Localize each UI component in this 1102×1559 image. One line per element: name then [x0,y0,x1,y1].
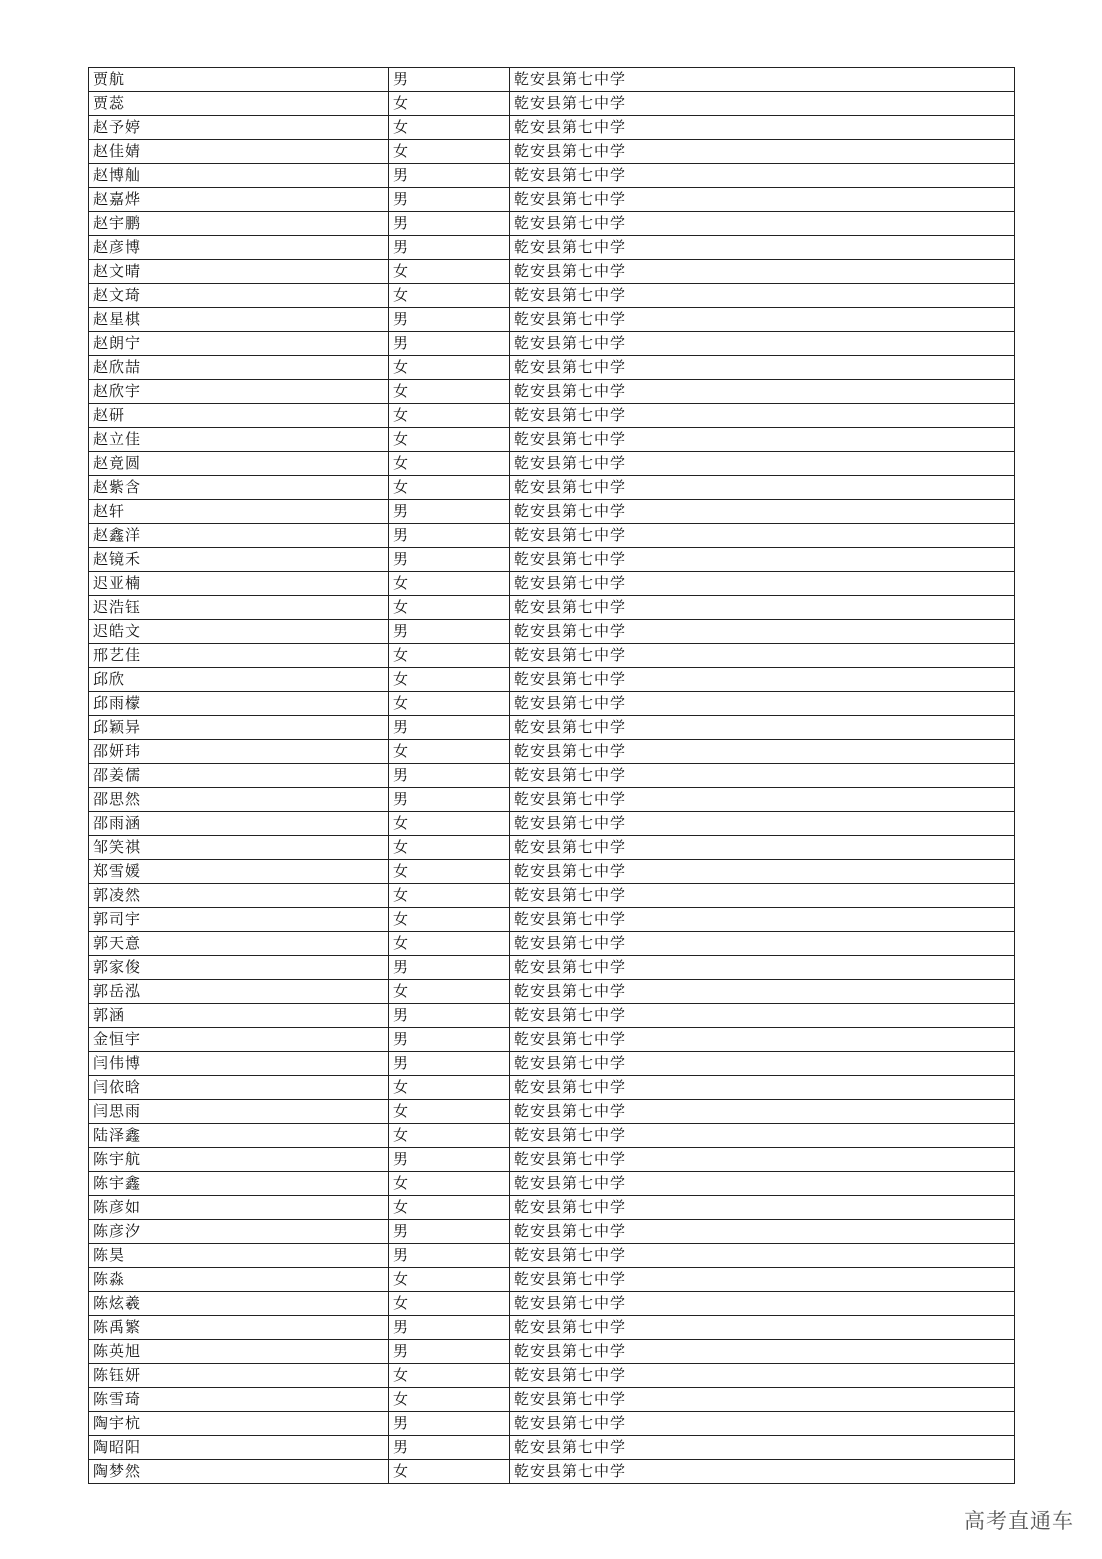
gender-cell: 男 [389,332,510,356]
school-cell: 乾安县第七中学 [510,236,1015,260]
gender-cell: 男 [389,1148,510,1172]
gender-cell: 女 [389,284,510,308]
table-row [89,188,1015,212]
table-row [89,332,1015,356]
school-cell: 乾安县第七中学 [510,452,1015,476]
table-row [89,308,1015,332]
gender-cell: 女 [389,1196,510,1220]
school-cell: 乾安县第七中学 [510,1436,1015,1460]
school-cell: 乾安县第七中学 [510,1316,1015,1340]
school-cell: 乾安县第七中学 [510,740,1015,764]
school-cell: 乾安县第七中学 [510,764,1015,788]
table-row [89,1148,1015,1172]
table-row [89,1004,1015,1028]
school-cell: 乾安县第七中学 [510,1148,1015,1172]
gender-cell: 男 [389,716,510,740]
name-cell: 赵文晴 [89,260,389,284]
table-row [89,1340,1015,1364]
gender-cell: 女 [389,92,510,116]
school-cell: 乾安县第七中学 [510,812,1015,836]
gender-cell: 男 [389,1340,510,1364]
school-cell: 乾安县第七中学 [510,596,1015,620]
school-cell: 乾安县第七中学 [510,1268,1015,1292]
name-cell: 赵竟圆 [89,452,389,476]
name-cell: 邱欣 [89,668,389,692]
gender-cell: 女 [389,1172,510,1196]
name-cell: 郑雪媛 [89,860,389,884]
name-cell: 赵朗宁 [89,332,389,356]
table-row [89,1316,1015,1340]
table-row [89,380,1015,404]
gender-cell: 男 [389,620,510,644]
gender-cell: 男 [389,956,510,980]
gender-cell: 男 [389,1004,510,1028]
table-row [89,116,1015,140]
gender-cell: 男 [389,1220,510,1244]
school-cell: 乾安县第七中学 [510,884,1015,908]
school-cell: 乾安县第七中学 [510,1460,1015,1484]
school-cell: 乾安县第七中学 [510,332,1015,356]
school-cell: 乾安县第七中学 [510,1388,1015,1412]
name-cell: 迟亚楠 [89,572,389,596]
table-row [89,644,1015,668]
gender-cell: 女 [389,932,510,956]
school-cell: 乾安县第七中学 [510,1004,1015,1028]
table-row [89,740,1015,764]
school-cell: 乾安县第七中学 [510,116,1015,140]
table-row [89,788,1015,812]
gender-cell: 女 [389,596,510,620]
name-cell: 迟浩钰 [89,596,389,620]
roster-sheet [88,67,1014,1484]
table-row [89,68,1015,92]
name-cell: 邱颖异 [89,716,389,740]
gender-cell: 女 [389,1388,510,1412]
name-cell: 赵紫含 [89,476,389,500]
school-cell: 乾安县第七中学 [510,68,1015,92]
gender-cell: 男 [389,1244,510,1268]
table-row [89,1172,1015,1196]
name-cell: 赵镜禾 [89,548,389,572]
school-cell: 乾安县第七中学 [510,404,1015,428]
table-row [89,596,1015,620]
name-cell: 金恒宇 [89,1028,389,1052]
school-cell: 乾安县第七中学 [510,1076,1015,1100]
name-cell: 陶梦然 [89,1460,389,1484]
school-cell: 乾安县第七中学 [510,668,1015,692]
table-row [89,212,1015,236]
name-cell: 邵妍玮 [89,740,389,764]
table-row [89,668,1015,692]
name-cell: 赵立佳 [89,428,389,452]
gender-cell: 男 [389,1436,510,1460]
gender-cell: 女 [389,356,510,380]
gender-cell: 男 [389,1028,510,1052]
school-cell: 乾安县第七中学 [510,356,1015,380]
school-cell: 乾安县第七中学 [510,908,1015,932]
table-row [89,860,1015,884]
school-cell: 乾安县第七中学 [510,308,1015,332]
table-row [89,1412,1015,1436]
table-row [89,1124,1015,1148]
table-row [89,932,1015,956]
gender-cell: 男 [389,308,510,332]
name-cell: 邵思然 [89,788,389,812]
table-row [89,92,1015,116]
table-row [89,1244,1015,1268]
school-cell: 乾安县第七中学 [510,92,1015,116]
name-cell: 赵鑫洋 [89,524,389,548]
gender-cell: 男 [389,764,510,788]
name-cell: 陈禹繁 [89,1316,389,1340]
school-cell: 乾安县第七中学 [510,716,1015,740]
gender-cell: 女 [389,1268,510,1292]
school-cell: 乾安县第七中学 [510,380,1015,404]
school-cell: 乾安县第七中学 [510,188,1015,212]
school-cell: 乾安县第七中学 [510,932,1015,956]
school-cell: 乾安县第七中学 [510,572,1015,596]
table-row [89,1268,1015,1292]
table-row [89,980,1015,1004]
gender-cell: 女 [389,1292,510,1316]
name-cell: 赵博舢 [89,164,389,188]
name-cell: 赵文琦 [89,284,389,308]
name-cell: 邱雨檬 [89,692,389,716]
name-cell: 赵欣喆 [89,356,389,380]
school-cell: 乾安县第七中学 [510,692,1015,716]
table-row [89,524,1015,548]
school-cell: 乾安县第七中学 [510,500,1015,524]
school-cell: 乾安县第七中学 [510,284,1015,308]
name-cell: 闫依晗 [89,1076,389,1100]
gender-cell: 女 [389,140,510,164]
gender-cell: 女 [389,860,510,884]
name-cell: 闫思雨 [89,1100,389,1124]
gender-cell: 男 [389,188,510,212]
gender-cell: 女 [389,1100,510,1124]
gender-cell: 女 [389,404,510,428]
gender-cell: 女 [389,668,510,692]
table-row [89,692,1015,716]
table-row [89,884,1015,908]
table-row [89,1196,1015,1220]
name-cell: 陈淼 [89,1268,389,1292]
school-cell: 乾安县第七中学 [510,1412,1015,1436]
table-row [89,836,1015,860]
name-cell: 迟皓文 [89,620,389,644]
gender-cell: 女 [389,836,510,860]
school-cell: 乾安县第七中学 [510,548,1015,572]
name-cell: 陈钰妍 [89,1364,389,1388]
school-cell: 乾安县第七中学 [510,1124,1015,1148]
gender-cell: 男 [389,548,510,572]
name-cell: 陶昭阳 [89,1436,389,1460]
name-cell: 陈雪琦 [89,1388,389,1412]
table-row [89,500,1015,524]
table-row [89,572,1015,596]
gender-cell: 男 [389,212,510,236]
name-cell: 赵研 [89,404,389,428]
gender-cell: 女 [389,1076,510,1100]
table-row [89,476,1015,500]
name-cell: 贾蕊 [89,92,389,116]
table-row [89,1100,1015,1124]
name-cell: 陈炫羲 [89,1292,389,1316]
table-row [89,140,1015,164]
table-row [89,452,1015,476]
name-cell: 邹笑祺 [89,836,389,860]
gender-cell: 男 [389,236,510,260]
student-table-body [89,68,1015,1484]
name-cell: 赵佳婧 [89,140,389,164]
gender-cell: 男 [389,500,510,524]
school-cell: 乾安县第七中学 [510,260,1015,284]
school-cell: 乾安县第七中学 [510,860,1015,884]
school-cell: 乾安县第七中学 [510,980,1015,1004]
table-row [89,1028,1015,1052]
gender-cell: 男 [389,164,510,188]
name-cell: 郭司宇 [89,908,389,932]
school-cell: 乾安县第七中学 [510,788,1015,812]
school-cell: 乾安县第七中学 [510,1364,1015,1388]
name-cell: 郭天意 [89,932,389,956]
name-cell: 陈彦如 [89,1196,389,1220]
table-row [89,548,1015,572]
school-cell: 乾安县第七中学 [510,164,1015,188]
name-cell: 赵彦博 [89,236,389,260]
gender-cell: 男 [389,1052,510,1076]
school-cell: 乾安县第七中学 [510,1100,1015,1124]
table-row [89,428,1015,452]
table-row [89,236,1015,260]
name-cell: 赵星棋 [89,308,389,332]
gender-cell: 女 [389,692,510,716]
gender-cell: 男 [389,68,510,92]
school-cell: 乾安县第七中学 [510,1292,1015,1316]
gender-cell: 女 [389,1124,510,1148]
table-row [89,1460,1015,1484]
name-cell: 陶宇杭 [89,1412,389,1436]
table-row [89,260,1015,284]
gender-cell: 男 [389,1316,510,1340]
name-cell: 赵嘉烨 [89,188,389,212]
school-cell: 乾安县第七中学 [510,1028,1015,1052]
name-cell: 赵欣宇 [89,380,389,404]
gender-cell: 女 [389,452,510,476]
gender-cell: 女 [389,812,510,836]
school-cell: 乾安县第七中学 [510,1220,1015,1244]
gender-cell: 女 [389,884,510,908]
gender-cell: 女 [389,908,510,932]
school-cell: 乾安县第七中学 [510,1052,1015,1076]
gender-cell: 女 [389,260,510,284]
name-cell: 陈宇航 [89,1148,389,1172]
name-cell: 陈英旭 [89,1340,389,1364]
table-row [89,1076,1015,1100]
name-cell: 邵雨涵 [89,812,389,836]
gender-cell: 男 [389,1412,510,1436]
table-row [89,1052,1015,1076]
name-cell: 闫伟博 [89,1052,389,1076]
school-cell: 乾安县第七中学 [510,428,1015,452]
table-row [89,284,1015,308]
school-cell: 乾安县第七中学 [510,956,1015,980]
school-cell: 乾安县第七中学 [510,620,1015,644]
school-cell: 乾安县第七中学 [510,524,1015,548]
table-row [89,356,1015,380]
gender-cell: 女 [389,1460,510,1484]
table-row [89,716,1015,740]
table-row [89,812,1015,836]
gender-cell: 女 [389,428,510,452]
school-cell: 乾安县第七中学 [510,836,1015,860]
gender-cell: 男 [389,788,510,812]
name-cell: 赵予婷 [89,116,389,140]
name-cell: 郭岳泓 [89,980,389,1004]
table-row [89,1220,1015,1244]
table-row [89,620,1015,644]
gender-cell: 女 [389,740,510,764]
table-row [89,1388,1015,1412]
name-cell: 赵轩 [89,500,389,524]
name-cell: 赵宇鹏 [89,212,389,236]
name-cell: 陈彦汐 [89,1220,389,1244]
table-row [89,1436,1015,1460]
school-cell: 乾安县第七中学 [510,476,1015,500]
name-cell: 贾航 [89,68,389,92]
name-cell: 郭凌然 [89,884,389,908]
name-cell: 陈昊 [89,1244,389,1268]
school-cell: 乾安县第七中学 [510,1196,1015,1220]
table-row [89,164,1015,188]
name-cell: 陈宇鑫 [89,1172,389,1196]
table-row [89,764,1015,788]
school-cell: 乾安县第七中学 [510,1244,1015,1268]
school-cell: 乾安县第七中学 [510,1172,1015,1196]
gender-cell: 女 [389,644,510,668]
gender-cell: 女 [389,980,510,1004]
table-row [89,404,1015,428]
gender-cell: 女 [389,476,510,500]
school-cell: 乾安县第七中学 [510,140,1015,164]
gender-cell: 女 [389,116,510,140]
gender-cell: 女 [389,380,510,404]
student-table [88,67,1015,1484]
gender-cell: 男 [389,524,510,548]
name-cell: 郭涵 [89,1004,389,1028]
name-cell: 郭家俊 [89,956,389,980]
watermark-text: 高考直通车 [964,1509,1074,1533]
school-cell: 乾安县第七中学 [510,1340,1015,1364]
table-row [89,908,1015,932]
gender-cell: 女 [389,572,510,596]
name-cell: 邢艺佳 [89,644,389,668]
name-cell: 邵姜儒 [89,764,389,788]
gender-cell: 女 [389,1364,510,1388]
table-row [89,1364,1015,1388]
table-row [89,1292,1015,1316]
name-cell: 陆泽鑫 [89,1124,389,1148]
school-cell: 乾安县第七中学 [510,644,1015,668]
table-row [89,956,1015,980]
school-cell: 乾安县第七中学 [510,212,1015,236]
